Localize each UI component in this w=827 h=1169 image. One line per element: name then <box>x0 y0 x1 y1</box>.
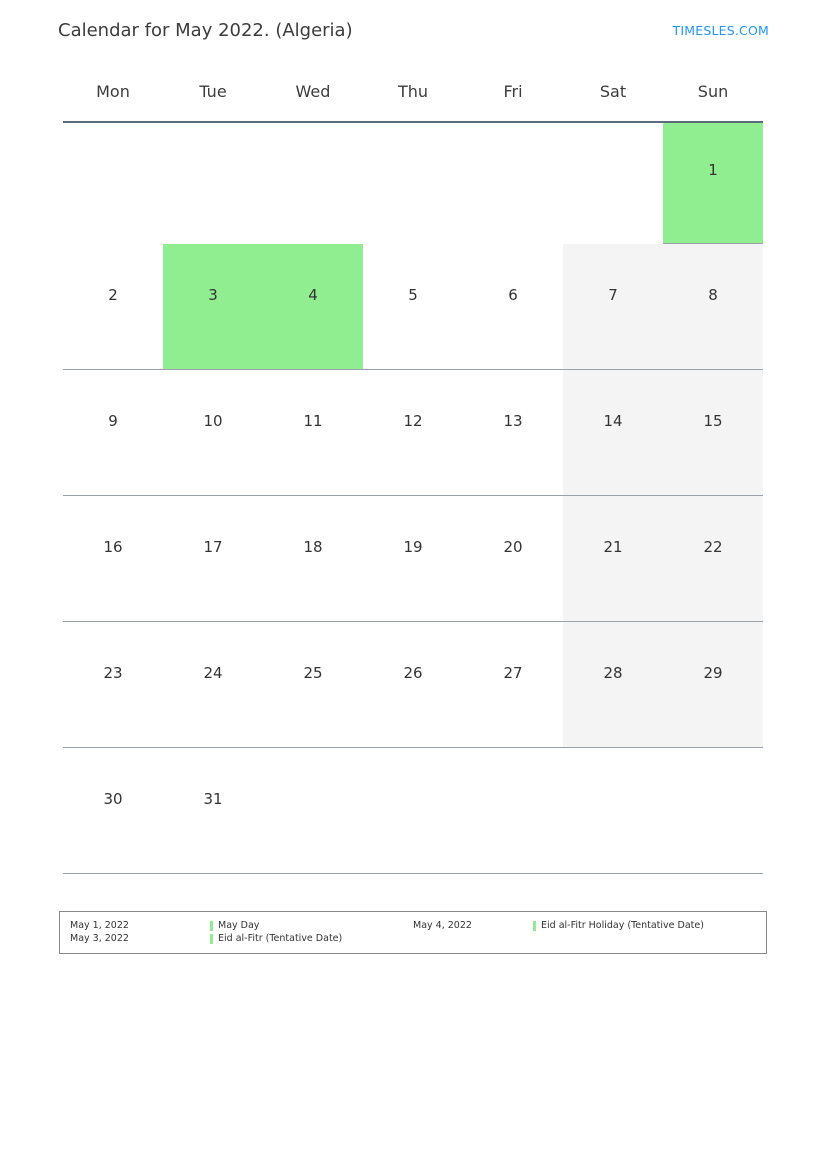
legend-label: May Day <box>218 920 260 931</box>
calendar-header-row <box>63 82 763 122</box>
day-number: 17 <box>203 538 223 556</box>
legend-column-right <box>413 919 756 945</box>
day-number: 8 <box>708 286 718 304</box>
calendar-day-holiday[interactable] <box>263 244 363 370</box>
month-calendar <box>63 82 763 874</box>
calendar-day[interactable] <box>163 748 263 874</box>
legend-item <box>413 919 756 932</box>
day-number: 23 <box>103 664 123 682</box>
legend-item <box>70 919 413 932</box>
day-number: 4 <box>308 285 318 304</box>
calendar-cell-empty <box>263 122 363 244</box>
day-number: 1 <box>708 161 718 179</box>
calendar-day[interactable] <box>463 496 563 622</box>
calendar-cell-empty <box>463 122 563 244</box>
calendar-week-row <box>63 370 763 496</box>
day-number: 9 <box>108 412 118 430</box>
calendar-day-weekend[interactable] <box>663 370 763 496</box>
day-number: 29 <box>703 664 723 682</box>
calendar-day[interactable] <box>63 748 163 874</box>
day-number: 14 <box>603 412 623 430</box>
weekday-header-sun: Sun <box>663 82 763 122</box>
calendar-day-weekend[interactable] <box>663 496 763 622</box>
calendar-day[interactable] <box>363 622 463 748</box>
legend-label: Eid al-Fitr (Tentative Date) <box>218 933 343 944</box>
calendar-cell-blank <box>363 748 463 874</box>
weekday-header-tue: Tue <box>163 82 263 122</box>
calendar-day-holiday[interactable] <box>163 244 263 370</box>
calendar-day[interactable] <box>363 244 463 370</box>
legend-color-swatch-icon <box>210 934 213 944</box>
page-header <box>58 18 769 48</box>
legend-date: May 4, 2022 <box>413 920 472 931</box>
calendar-day[interactable] <box>363 496 463 622</box>
calendar-week-row <box>63 748 763 874</box>
day-number: 11 <box>303 412 323 430</box>
calendar-day[interactable] <box>63 244 163 370</box>
calendar-cell-empty <box>163 122 263 244</box>
calendar-week-row <box>63 122 763 244</box>
calendar-week-row <box>63 622 763 748</box>
calendar-cell-blank <box>563 748 663 874</box>
day-number: 13 <box>503 412 523 430</box>
calendar-day[interactable] <box>463 622 563 748</box>
calendar-day-weekend[interactable] <box>563 244 663 370</box>
holiday-legend <box>59 911 767 954</box>
day-number: 15 <box>703 412 723 430</box>
day-number: 7 <box>608 285 618 304</box>
calendar-cell-empty <box>63 122 163 244</box>
day-number: 6 <box>508 285 518 304</box>
day-number: 5 <box>408 285 418 304</box>
calendar-day[interactable] <box>363 370 463 496</box>
calendar-day-weekend[interactable] <box>663 622 763 748</box>
page-title: Calendar for May 2022. (Algeria) <box>58 20 353 41</box>
calendar-day[interactable] <box>63 370 163 496</box>
calendar-week-row <box>63 244 763 370</box>
calendar-day[interactable] <box>263 370 363 496</box>
legend-item <box>70 932 413 945</box>
day-number: 28 <box>603 664 623 682</box>
calendar-day-weekend[interactable] <box>663 244 763 370</box>
day-number: 25 <box>303 664 323 682</box>
calendar-day[interactable] <box>263 496 363 622</box>
day-number: 27 <box>503 664 523 682</box>
calendar-day[interactable] <box>63 622 163 748</box>
calendar-day[interactable] <box>163 370 263 496</box>
calendar-cell-empty <box>563 122 663 244</box>
day-number: 24 <box>203 664 223 682</box>
weekday-header-mon: Mon <box>63 82 163 122</box>
calendar-day[interactable] <box>63 496 163 622</box>
legend-label: Eid al-Fitr Holiday (Tentative Date) <box>541 920 704 931</box>
legend-date: May 3, 2022 <box>70 933 129 944</box>
day-number: 21 <box>603 538 623 556</box>
day-number: 10 <box>203 412 223 430</box>
day-number: 18 <box>303 538 323 556</box>
day-number: 22 <box>703 538 723 556</box>
calendar-week-row <box>63 496 763 622</box>
day-number: 16 <box>103 538 123 556</box>
day-number: 20 <box>503 538 523 556</box>
calendar-cell-blank <box>463 748 563 874</box>
calendar-day[interactable] <box>463 370 563 496</box>
weekday-header-wed: Wed <box>263 82 363 122</box>
calendar-cell-blank <box>663 748 763 874</box>
calendar-day[interactable] <box>163 496 263 622</box>
calendar-day-weekend[interactable] <box>563 370 663 496</box>
site-brand-link[interactable]: TIMESLES.COM <box>672 23 769 38</box>
day-number: 30 <box>103 790 123 808</box>
weekday-header-thu: Thu <box>363 82 463 122</box>
calendar-cell-blank <box>263 748 363 874</box>
calendar-day[interactable] <box>163 622 263 748</box>
day-number: 3 <box>208 285 218 304</box>
calendar-body <box>63 122 763 874</box>
legend-date: May 1, 2022 <box>70 920 129 931</box>
calendar-day[interactable] <box>263 622 363 748</box>
calendar-day-weekend[interactable] <box>563 496 663 622</box>
legend-color-swatch-icon <box>533 921 536 931</box>
calendar-day-holiday[interactable] <box>663 122 763 244</box>
legend-color-swatch-icon <box>210 921 213 931</box>
calendar-day-weekend[interactable] <box>563 622 663 748</box>
calendar-cell-empty <box>363 122 463 244</box>
day-number: 19 <box>403 538 423 556</box>
day-number: 2 <box>108 285 118 304</box>
day-number: 26 <box>403 664 423 682</box>
weekday-header-sat: Sat <box>563 82 663 122</box>
day-number: 12 <box>403 412 423 430</box>
calendar-table <box>63 82 763 874</box>
legend-column-left <box>70 919 413 945</box>
weekday-header-fri: Fri <box>463 82 563 122</box>
calendar-day[interactable] <box>463 244 563 370</box>
day-number: 31 <box>203 790 223 808</box>
